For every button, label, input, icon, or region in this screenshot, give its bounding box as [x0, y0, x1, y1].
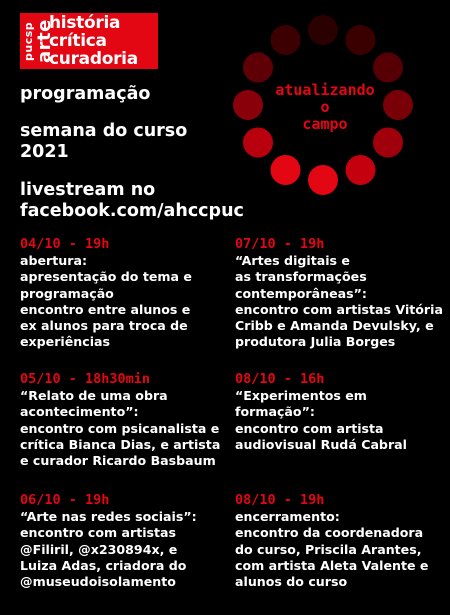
ring-dot — [346, 25, 376, 55]
event-date: 06/10 - 19h — [20, 492, 110, 508]
event-5 — [20, 492, 220, 590]
event-line: “Arte nas redes sociais”: — [20, 509, 197, 524]
event-line: encontro com artistas — [20, 525, 177, 541]
event-line: @museudoisolamento — [20, 574, 176, 590]
ring-dot — [243, 53, 273, 83]
ring-dot — [271, 155, 301, 185]
ring-dot — [308, 165, 338, 195]
livestream-label: livestream no — [20, 180, 156, 200]
event-line: alunos do curso — [235, 574, 348, 590]
event-line: produtora Julia Borges — [235, 334, 396, 350]
event-4 — [235, 371, 435, 453]
event-line: com artista Aleta Valente e — [235, 557, 429, 573]
logo-arte: arte — [34, 19, 55, 63]
week-label: semana do curso — [20, 121, 188, 141]
ring-dot — [271, 25, 301, 55]
programme-heading — [20, 84, 150, 105]
week-title — [20, 121, 187, 163]
badge-line: atualizando — [275, 81, 375, 99]
event-line: apresentação do tema e — [20, 269, 192, 285]
event-line: encontro entre alunos e — [20, 301, 191, 317]
event-line: do curso, Priscila Arantes, — [235, 541, 422, 557]
event-description — [235, 388, 435, 453]
event-3 — [20, 371, 220, 469]
ring-dot — [373, 53, 403, 83]
event-line: as transformações — [235, 269, 367, 285]
event-line: contemporâneas”: — [235, 285, 367, 301]
event-line: formação”: — [235, 404, 315, 420]
event-line: acontecimento”: — [20, 404, 139, 420]
event-line: encontro com artista — [235, 420, 384, 436]
event-description — [235, 509, 435, 590]
event-line: encontro da coordenadora — [235, 525, 424, 541]
event-description — [20, 253, 220, 351]
event-2 — [235, 236, 443, 351]
badge-line: o — [320, 98, 330, 116]
loading-ring-badge — [220, 10, 430, 200]
event-line: “Artes digitais e — [235, 253, 350, 268]
ring-dot — [308, 15, 338, 45]
event-line: programação — [20, 285, 114, 301]
event-line: ex alunos para troca de — [20, 318, 188, 334]
logo-pucsp: pucsp — [22, 21, 35, 61]
ring-dot — [346, 155, 376, 185]
event-line: Cribb e Amanda Devulsky, e — [235, 318, 434, 334]
year-label: 2021 — [20, 142, 69, 162]
logo-line: crítica — [49, 31, 107, 51]
facebook-link: facebook.com/ahccpuc — [20, 201, 244, 221]
event-date: 04/10 - 19h — [20, 236, 110, 252]
event-date: 05/10 - 18h30min — [20, 371, 151, 387]
event-line: “Relato de uma obra — [20, 388, 168, 403]
event-date: 08/10 - 19h — [235, 492, 325, 508]
logo-lines — [49, 14, 138, 68]
livestream-info — [20, 180, 244, 222]
event-1 — [20, 236, 220, 351]
event-line: crítica Bianca Dias, e artista — [20, 436, 221, 452]
event-line: Luiza Adas, criadora do — [20, 557, 187, 573]
badge-line: campo — [302, 115, 348, 133]
event-description — [20, 509, 220, 590]
event-line: audiovisual Rudá Cabral — [235, 436, 407, 452]
badge-text — [220, 82, 430, 133]
event-description — [20, 388, 220, 469]
event-line: encerramento: — [235, 509, 340, 524]
event-line: @Filiril, @x230894x, e — [20, 541, 178, 557]
logo-line: curadoria — [49, 49, 138, 69]
event-line: “Experimentos em — [235, 388, 367, 403]
event-6 — [235, 492, 435, 590]
event-date: 07/10 - 19h — [235, 236, 325, 252]
event-line: abertura: — [20, 253, 87, 268]
logo-line: história — [49, 13, 121, 33]
event-date: 08/10 - 16h — [235, 371, 325, 387]
event-line: experiências — [20, 334, 111, 350]
programme-label: programação — [20, 84, 151, 104]
event-description — [235, 253, 443, 351]
event-line: encontro com artistas Vitória — [235, 301, 443, 317]
event-line: e curador Ricardo Basbaum — [20, 453, 216, 469]
course-logo — [20, 13, 158, 69]
logo-vertical-text — [21, 15, 55, 67]
event-line: encontro com psicanalista e — [20, 420, 220, 436]
